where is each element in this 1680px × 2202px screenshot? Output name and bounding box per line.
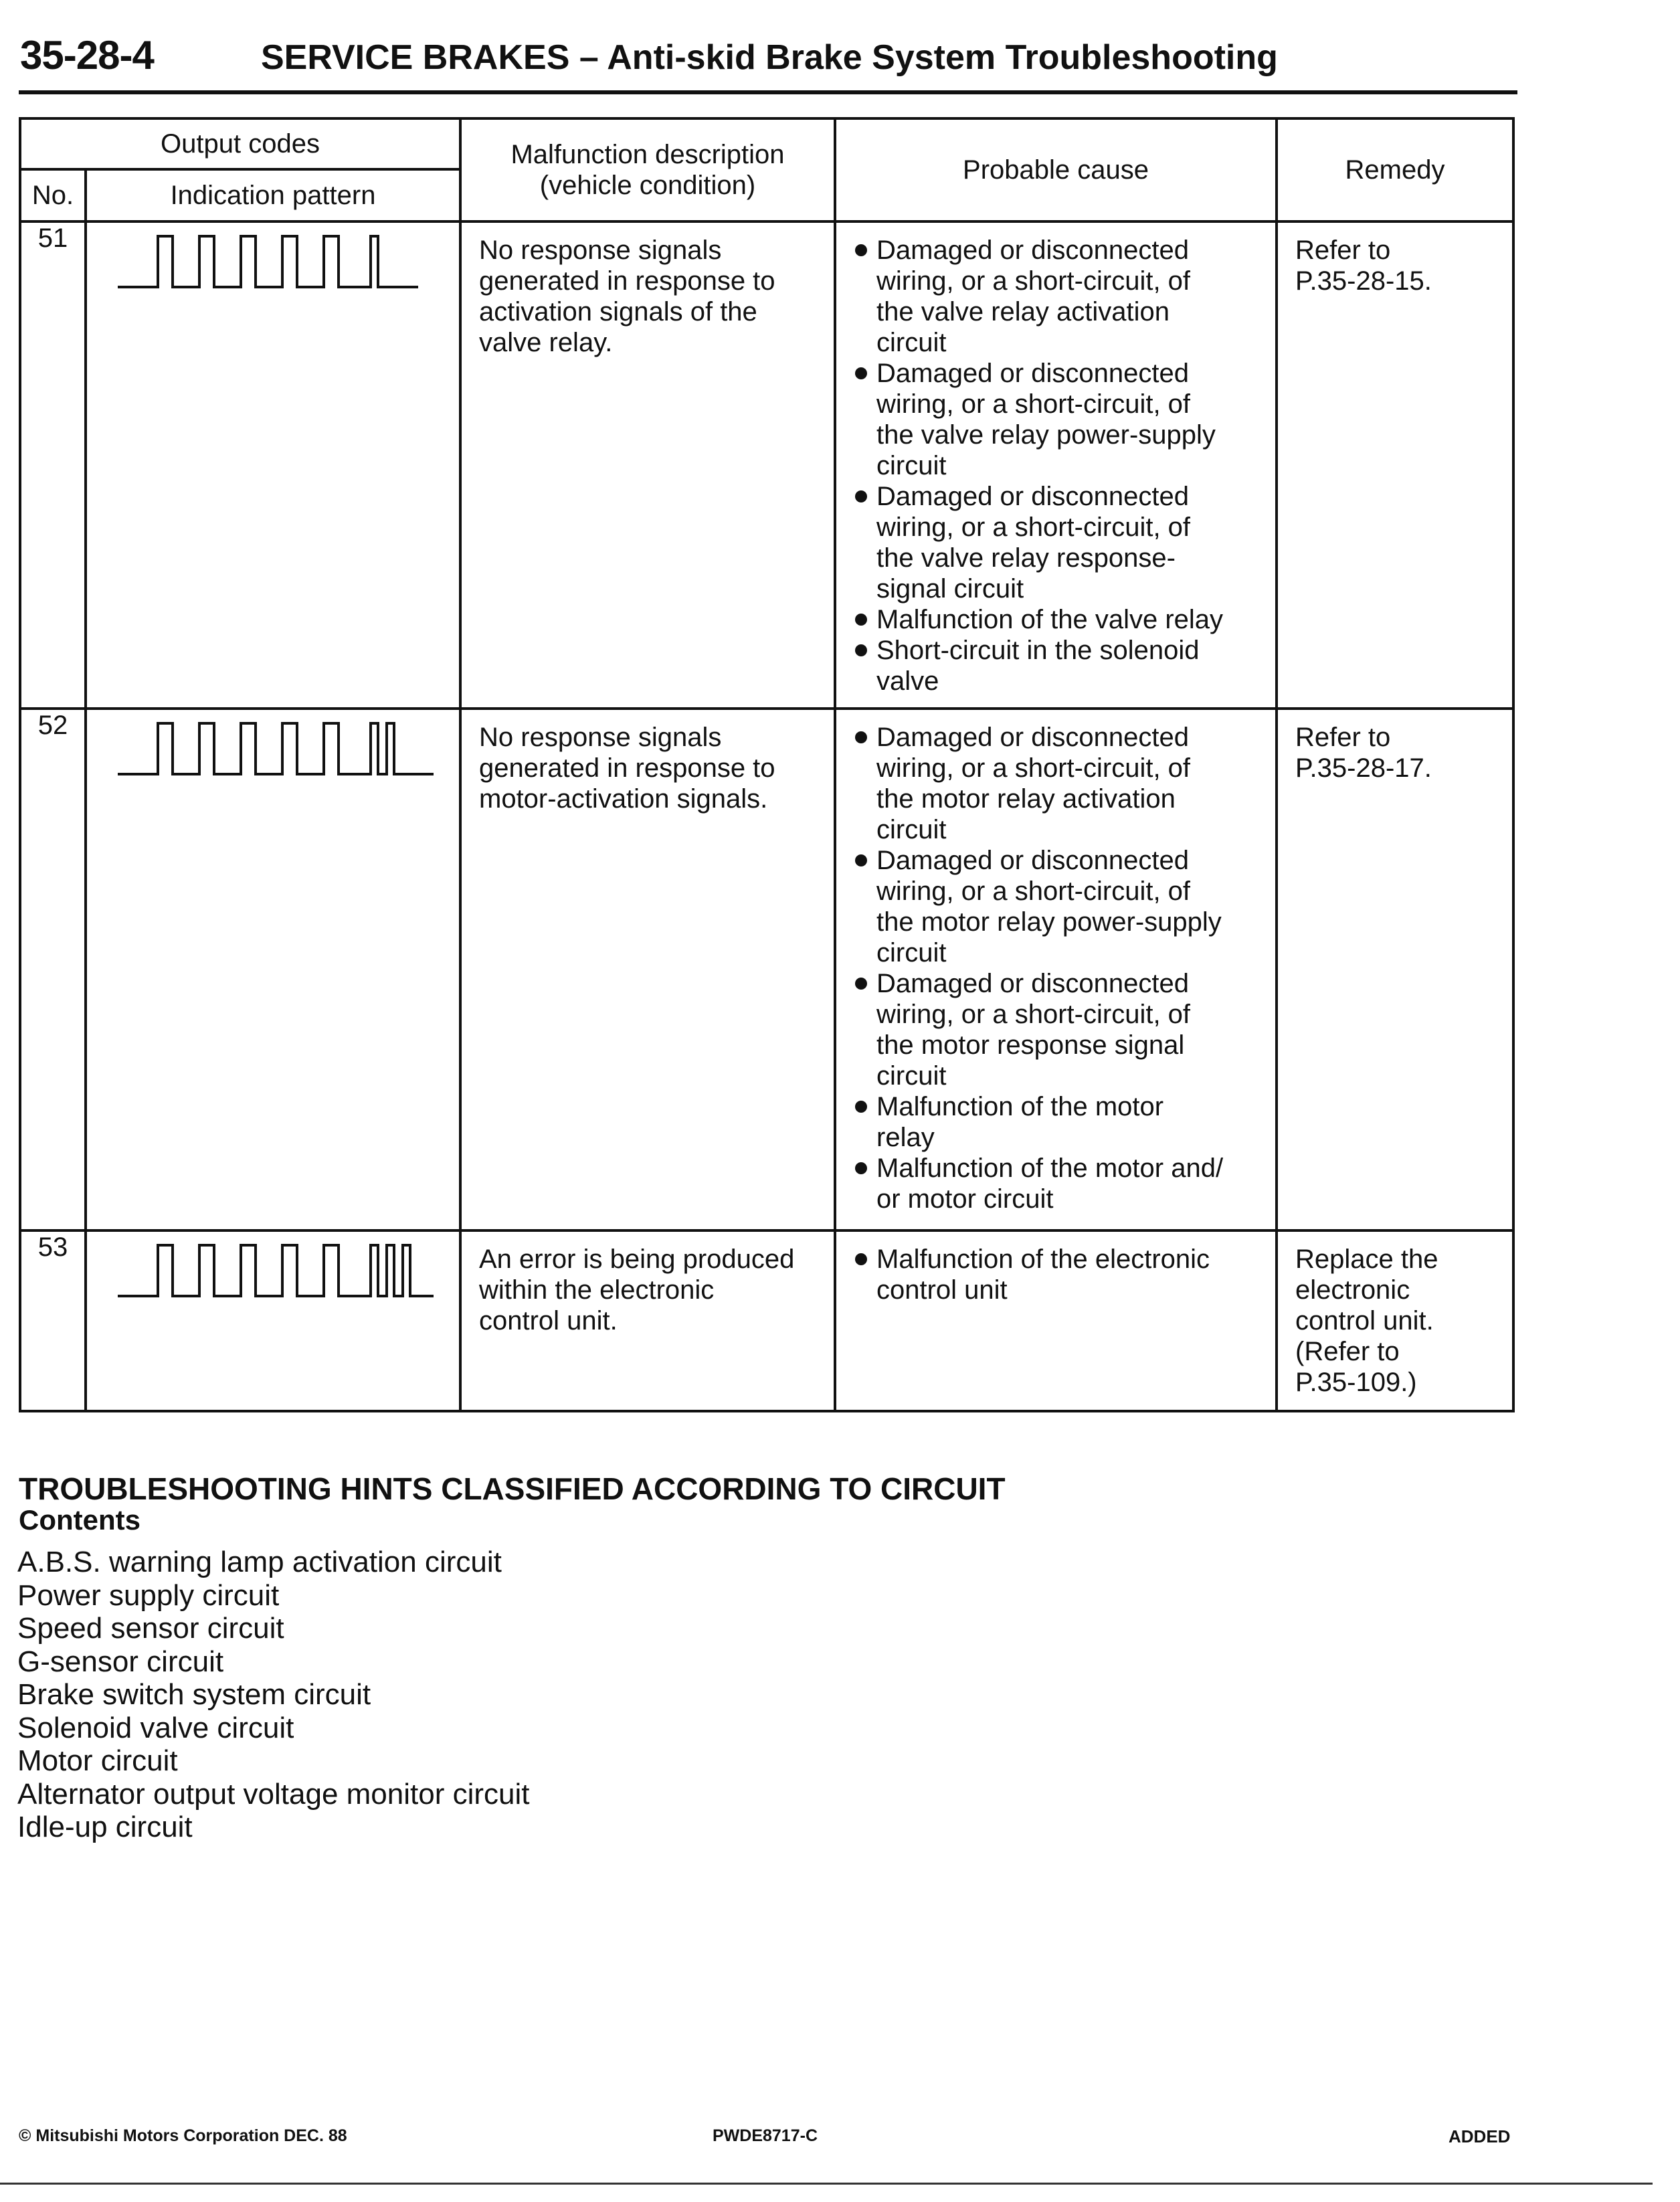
footer-copyright: © Mitsubishi Motors Corporation DEC. 88 <box>19 2126 347 2145</box>
code-number: 52 <box>20 709 86 1230</box>
list-item: Idle-up circuit <box>17 1811 193 1843</box>
cause-item: Damaged or disconnected wiring, or a short-circuit, of the valve relay activation circuit <box>854 235 1262 358</box>
pulse-pattern-graphic <box>112 223 434 296</box>
pulse-pattern-graphic <box>112 710 434 784</box>
bottom-rule <box>0 2183 1653 2185</box>
page-number: 35-28-4 <box>20 33 154 78</box>
section-title: SERVICE BRAKES – Anti-skid Brake System Troubleshooting <box>261 38 1278 77</box>
pulse-pattern-graphic <box>112 1232 434 1305</box>
contents-label: Contents <box>19 1504 141 1536</box>
footer-status: ADDED <box>1449 2126 1511 2146</box>
malfunction-description: No response signals generated in response to activation signals of the valve relay. <box>460 221 835 709</box>
header-no: No. <box>20 169 86 221</box>
table-row <box>20 1230 1513 1411</box>
indication-pattern <box>86 221 460 709</box>
table-row <box>20 221 1513 709</box>
page-header <box>20 32 1519 96</box>
cause-item: Damaged or disconnected wiring, or a short-circuit, of the motor relay power-supply circuit <box>854 845 1262 968</box>
list-item: Alternator output voltage monitor circuit <box>17 1777 530 1811</box>
header-rule <box>19 90 1517 94</box>
malfunction-description: No response signals generated in response to motor-activation signals. <box>460 709 835 1230</box>
footer-doc-code: PWDE8717-C <box>713 2126 818 2145</box>
cause-item: Damaged or disconnected wiring, or a short-circuit, of the motor relay activation circuit <box>854 722 1262 845</box>
pulse-wave <box>118 723 434 774</box>
cause-item: Malfunction of the motor relay <box>854 1091 1262 1153</box>
list-item: Motor circuit <box>17 1744 178 1777</box>
malfunction-description: An error is being produced within the electronic control unit. <box>460 1230 835 1411</box>
probable-cause-cell <box>835 221 1277 709</box>
list-item: Brake switch system circuit <box>17 1678 371 1711</box>
header-output-codes: Output codes <box>20 118 460 169</box>
code-number: 51 <box>20 221 86 709</box>
indication-pattern <box>86 709 460 1230</box>
cause-item: Damaged or disconnected wiring, or a short-circuit, of the valve relay response- signal circuit <box>854 481 1262 604</box>
cause-item: Damaged or disconnected wiring, or a short-circuit, of the motor response signal circuit <box>854 968 1262 1091</box>
header-malfunction: Malfunction description (vehicle condition) <box>460 118 835 221</box>
indication-pattern <box>86 1230 460 1411</box>
pulse-wave <box>118 1245 434 1296</box>
list-item: G-sensor circuit <box>17 1645 224 1678</box>
diagnostic-code-table <box>19 117 1515 1412</box>
code-number: 53 <box>20 1230 86 1411</box>
hints-title: TROUBLESHOOTING HINTS CLASSIFIED ACCORDING TO CIRCUIT <box>19 1471 1006 1506</box>
remedy-cell: Refer to P.35-28-15. <box>1277 221 1513 709</box>
cause-item: Damaged or disconnected wiring, or a short-circuit, of the valve relay power-supply circuit <box>854 358 1262 481</box>
header-indication-pattern: Indication pattern <box>86 169 460 221</box>
header-probable-cause: Probable cause <box>835 118 1277 221</box>
list-item: A.B.S. warning lamp activation circuit <box>17 1546 502 1578</box>
contents-list <box>17 1546 530 1844</box>
cause-item: Malfunction of the motor and/ or motor circuit <box>854 1153 1262 1214</box>
list-item: Power supply circuit <box>17 1578 280 1612</box>
pulse-wave <box>118 236 418 287</box>
remedy-cell: Replace the electronic control unit. (Refer to P.35-109.) <box>1277 1230 1513 1411</box>
cause-item: Short-circuit in the solenoid valve <box>854 635 1262 697</box>
remedy-cell: Refer to P.35-28-17. <box>1277 709 1513 1230</box>
probable-cause-cell <box>835 1230 1277 1411</box>
cause-item: Malfunction of the valve relay <box>854 604 1262 635</box>
table-row <box>20 709 1513 1230</box>
cause-item: Malfunction of the electronic control unit <box>854 1244 1262 1305</box>
list-item: Speed sensor circuit <box>17 1612 284 1645</box>
probable-cause-cell <box>835 709 1277 1230</box>
list-item: Solenoid valve circuit <box>17 1711 294 1744</box>
header-remedy: Remedy <box>1277 118 1513 221</box>
